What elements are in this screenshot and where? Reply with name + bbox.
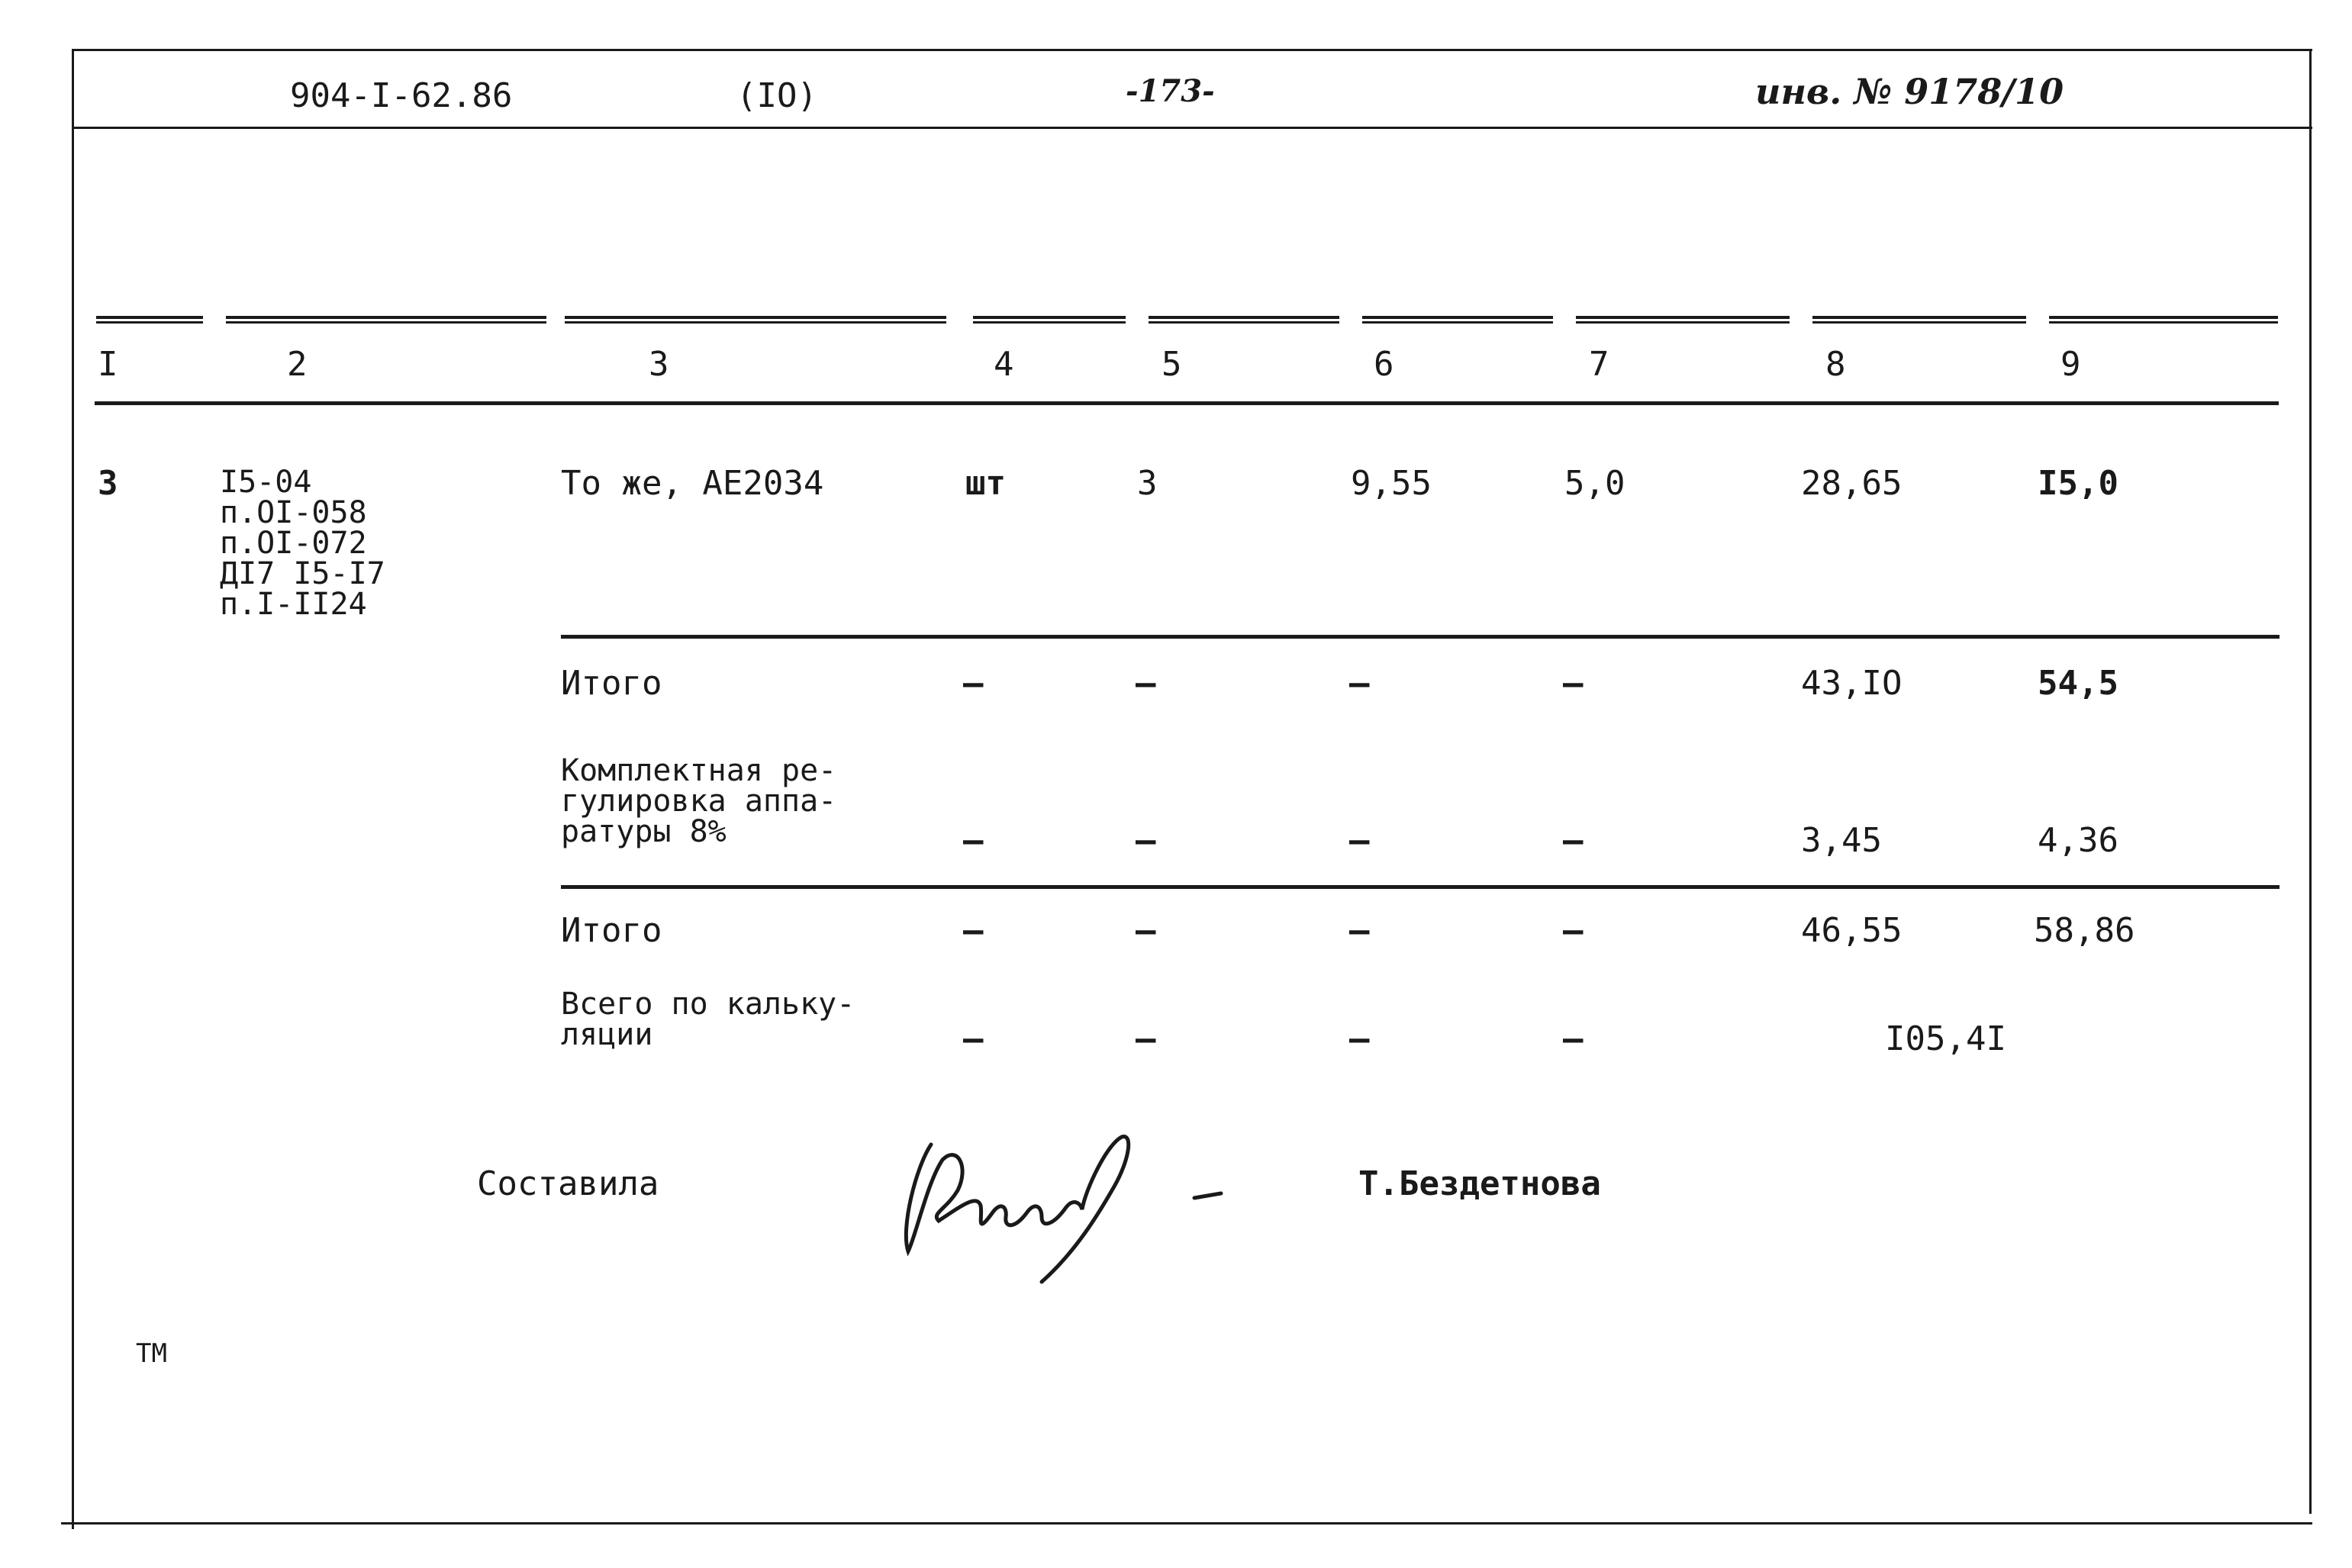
subtotal1-dash: –: [1136, 664, 1156, 703]
subtotal2-dash: –: [1563, 911, 1584, 950]
col-number: 7: [1589, 345, 1609, 384]
subtotal1-col9: 54,5: [2038, 664, 2118, 703]
subtotal1-dash: –: [1563, 664, 1584, 703]
col-number: 6: [1374, 345, 1394, 384]
subtotal2-dash: –: [1136, 911, 1156, 950]
total-dash: –: [1563, 1019, 1584, 1058]
subtotal1-label: Итого: [561, 664, 662, 703]
sheet-number: (IO): [736, 76, 817, 115]
header-divider: [73, 127, 2312, 129]
subtotal2-label: Итого: [561, 911, 662, 950]
col-number: 5: [1162, 345, 1182, 384]
page-number: -173-: [1126, 73, 1215, 109]
col-number: 2: [287, 345, 308, 384]
col-rule-5: [1149, 316, 1339, 324]
col-number: 9: [2060, 345, 2081, 384]
frame-top: [73, 49, 2312, 51]
signature: [885, 1122, 1282, 1297]
row-col8: 28,65: [1801, 464, 1903, 503]
frame-right: [2309, 49, 2312, 1514]
adjust-dash: –: [963, 821, 984, 860]
subtotal2-dash: –: [963, 911, 984, 950]
frame-left: [72, 49, 74, 1529]
subtotal1-dash: –: [963, 664, 984, 703]
col-number: 3: [649, 345, 669, 384]
doc-code: 904-I-62.86: [290, 76, 513, 115]
subtotal2-col9: 58,86: [2034, 911, 2135, 950]
adjust-dash: –: [1563, 821, 1584, 860]
col-rule-1: [96, 316, 203, 324]
row-col7: 5,0: [1564, 464, 1625, 503]
row-col9: I5,0: [2038, 464, 2118, 503]
adjust-col9: 4,36: [2038, 821, 2118, 860]
subtotal2-dash: –: [1349, 911, 1370, 950]
total-dash: –: [1136, 1019, 1156, 1058]
header-bottom-rule: [95, 401, 2279, 405]
col-rule-8: [1812, 316, 2026, 324]
col-rule-9: [2049, 316, 2278, 324]
total-value: I05,4I: [1885, 1019, 2006, 1058]
total-dash: –: [963, 1019, 984, 1058]
frame-bottom: [61, 1522, 2312, 1525]
col-number: 8: [1825, 345, 1846, 384]
col-rule-7: [1576, 316, 1790, 324]
subtotal-rule-1: [561, 635, 2280, 639]
subtotal1-dash: –: [1349, 664, 1370, 703]
adjust-dash: –: [1349, 821, 1370, 860]
adjust-col8: 3,45: [1801, 821, 1882, 860]
row-name: То же, АЕ2034: [561, 464, 824, 503]
subtotal-rule-2: [561, 885, 2280, 889]
col-number: I: [98, 345, 118, 384]
col-rule-4: [973, 316, 1126, 324]
row-col6: 9,55: [1351, 464, 1432, 503]
composer-name: Т.Бездетнова: [1358, 1164, 1601, 1203]
subtotal1-col8: 43,IO: [1801, 664, 1903, 703]
col-number: 4: [994, 345, 1014, 384]
col-rule-6: [1362, 316, 1553, 324]
row-codes: I5-04 п.OI-058 п.OI-072 ДI7 I5-I7 п.I-II24: [220, 465, 385, 622]
tm-mark: ТМ: [136, 1338, 167, 1369]
row-unit: шт: [965, 464, 1006, 503]
row-number: 3: [98, 464, 118, 503]
adjust-dash: –: [1136, 821, 1156, 860]
col-rule-3: [565, 316, 946, 324]
total-dash: –: [1349, 1019, 1370, 1058]
subtotal2-col8: 46,55: [1801, 911, 1903, 950]
row-qty: 3: [1137, 464, 1158, 503]
inventory-number: инв. № 9178/10: [1755, 71, 2064, 112]
composed-label: Составила: [477, 1164, 659, 1203]
col-rule-2: [226, 316, 546, 324]
total-label: Всего по кальку- ляции: [561, 987, 855, 1052]
adjust-label: Комплектная ре- гулировка аппа- ратуры 8%: [561, 753, 837, 849]
